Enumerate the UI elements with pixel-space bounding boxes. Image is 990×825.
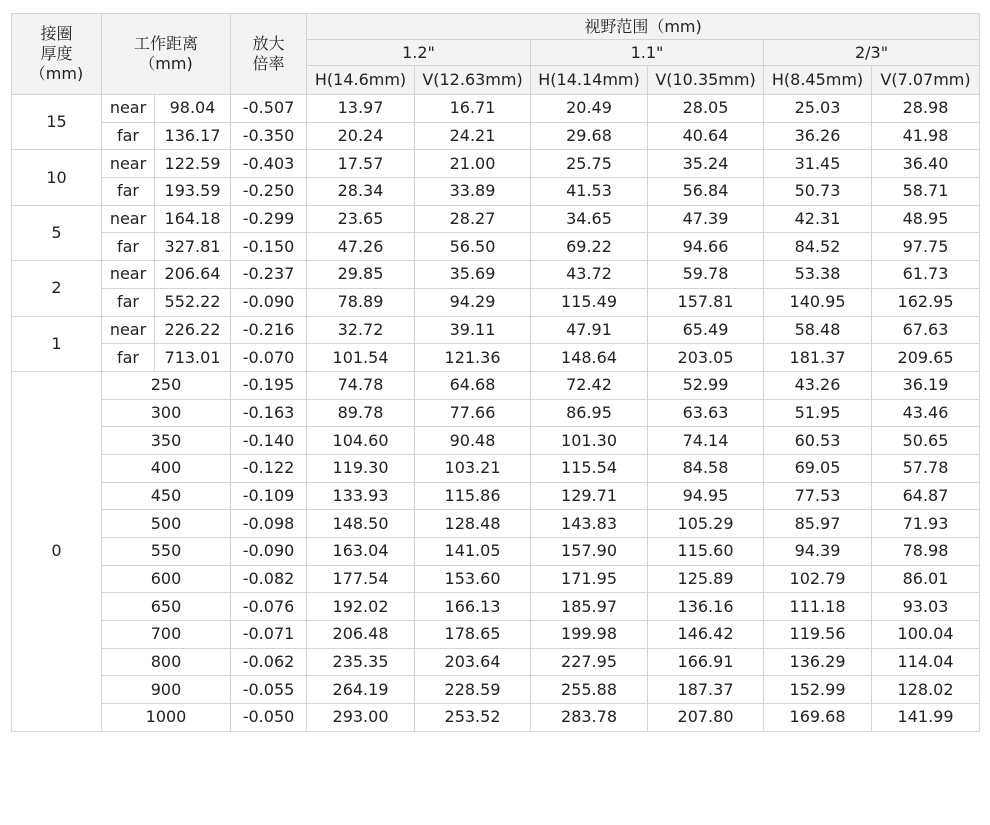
fov-h-header: H(14.14mm) bbox=[531, 66, 648, 95]
fov-value: 185.97 bbox=[531, 593, 648, 621]
working-distance-value: 1000 bbox=[102, 704, 231, 732]
fov-value: 187.37 bbox=[648, 676, 764, 704]
fov-value: 157.90 bbox=[531, 538, 648, 566]
working-distance-value: 98.04 bbox=[155, 95, 231, 123]
magnification-value: -0.122 bbox=[231, 454, 307, 482]
fov-value: 163.04 bbox=[307, 538, 415, 566]
fov-value: 74.14 bbox=[648, 427, 764, 455]
fov-value: 16.71 bbox=[415, 95, 531, 123]
working-distance-value: 450 bbox=[102, 482, 231, 510]
fov-value: 89.78 bbox=[307, 399, 415, 427]
table-row bbox=[12, 676, 980, 704]
near-far-label: far bbox=[102, 178, 155, 206]
fov-value: 253.52 bbox=[415, 704, 531, 732]
table-row bbox=[12, 288, 980, 316]
near-far-label: near bbox=[102, 150, 155, 178]
working-distance-value: 226.22 bbox=[155, 316, 231, 344]
table-row bbox=[12, 205, 980, 233]
fov-value: 177.54 bbox=[307, 565, 415, 593]
working-distance-value: 900 bbox=[102, 676, 231, 704]
fov-value: 29.85 bbox=[307, 261, 415, 289]
fov-value: 157.81 bbox=[648, 288, 764, 316]
fov-value: 104.60 bbox=[307, 427, 415, 455]
magnification-header: 放大 倍率 bbox=[231, 14, 307, 95]
table-row bbox=[12, 621, 980, 649]
fov-value: 166.91 bbox=[648, 648, 764, 676]
fov-value: 39.11 bbox=[415, 316, 531, 344]
fov-v-header: V(12.63mm) bbox=[415, 66, 531, 95]
fov-value: 111.18 bbox=[764, 593, 872, 621]
table-row bbox=[12, 371, 980, 399]
fov-value: 94.95 bbox=[648, 482, 764, 510]
fov-value: 77.66 bbox=[415, 399, 531, 427]
fov-value: 58.48 bbox=[764, 316, 872, 344]
fov-value: 178.65 bbox=[415, 621, 531, 649]
magnification-value: -0.299 bbox=[231, 205, 307, 233]
fov-value: 101.30 bbox=[531, 427, 648, 455]
working-distance-value: 206.64 bbox=[155, 261, 231, 289]
fov-value: 43.26 bbox=[764, 371, 872, 399]
table-row bbox=[12, 316, 980, 344]
fov-value: 20.24 bbox=[307, 122, 415, 150]
sensor-header-1-2: 1.2" bbox=[307, 40, 531, 66]
fov-value: 293.00 bbox=[307, 704, 415, 732]
fov-value: 90.48 bbox=[415, 427, 531, 455]
ring-thickness-cell: 0 bbox=[12, 371, 102, 731]
working-distance-value: 350 bbox=[102, 427, 231, 455]
fov-value: 78.98 bbox=[872, 538, 980, 566]
fov-value: 28.98 bbox=[872, 95, 980, 123]
fov-value: 23.65 bbox=[307, 205, 415, 233]
ring-thickness-header: 接圈 厚度 （mm) bbox=[12, 14, 102, 95]
fov-value: 148.50 bbox=[307, 510, 415, 538]
fov-value: 121.36 bbox=[415, 344, 531, 372]
fov-value: 206.48 bbox=[307, 621, 415, 649]
fov-value: 119.56 bbox=[764, 621, 872, 649]
fov-value: 69.05 bbox=[764, 454, 872, 482]
fov-value: 59.78 bbox=[648, 261, 764, 289]
fov-value: 115.86 bbox=[415, 482, 531, 510]
fov-value: 41.53 bbox=[531, 178, 648, 206]
fov-value: 78.89 bbox=[307, 288, 415, 316]
table-row bbox=[12, 261, 980, 289]
fov-value: 136.16 bbox=[648, 593, 764, 621]
fov-value: 56.50 bbox=[415, 233, 531, 261]
near-far-label: near bbox=[102, 261, 155, 289]
near-far-label: far bbox=[102, 122, 155, 150]
fov-value: 146.42 bbox=[648, 621, 764, 649]
working-distance-value: 400 bbox=[102, 454, 231, 482]
fov-value: 64.68 bbox=[415, 371, 531, 399]
fov-value: 20.49 bbox=[531, 95, 648, 123]
ring-thickness-cell: 1 bbox=[12, 316, 102, 371]
fov-value: 71.93 bbox=[872, 510, 980, 538]
near-far-label: near bbox=[102, 205, 155, 233]
fov-value: 136.29 bbox=[764, 648, 872, 676]
fov-value: 133.93 bbox=[307, 482, 415, 510]
fov-value: 40.64 bbox=[648, 122, 764, 150]
fov-value: 34.65 bbox=[531, 205, 648, 233]
fov-value: 36.26 bbox=[764, 122, 872, 150]
working-distance-value: 713.01 bbox=[155, 344, 231, 372]
ring-thickness-cell: 10 bbox=[12, 150, 102, 205]
magnification-value: -0.076 bbox=[231, 593, 307, 621]
magnification-value: -0.163 bbox=[231, 399, 307, 427]
fov-value: 65.49 bbox=[648, 316, 764, 344]
fov-value: 67.63 bbox=[872, 316, 980, 344]
magnification-value: -0.090 bbox=[231, 288, 307, 316]
fov-value: 141.99 bbox=[872, 704, 980, 732]
ring-thickness-cell: 5 bbox=[12, 205, 102, 260]
magnification-value: -0.082 bbox=[231, 565, 307, 593]
sensor-header-1-1: 1.1" bbox=[531, 40, 764, 66]
fov-value: 102.79 bbox=[764, 565, 872, 593]
magnification-value: -0.195 bbox=[231, 371, 307, 399]
fov-value: 36.40 bbox=[872, 150, 980, 178]
table-row bbox=[12, 427, 980, 455]
fov-value: 101.54 bbox=[307, 344, 415, 372]
table-row bbox=[12, 565, 980, 593]
working-distance-value: 500 bbox=[102, 510, 231, 538]
fov-value: 21.00 bbox=[415, 150, 531, 178]
fov-value: 77.53 bbox=[764, 482, 872, 510]
fov-value: 255.88 bbox=[531, 676, 648, 704]
table-row bbox=[12, 704, 980, 732]
fov-value: 36.19 bbox=[872, 371, 980, 399]
fov-value: 42.31 bbox=[764, 205, 872, 233]
fov-value: 43.46 bbox=[872, 399, 980, 427]
fov-value: 141.05 bbox=[415, 538, 531, 566]
fov-value: 85.97 bbox=[764, 510, 872, 538]
magnification-value: -0.098 bbox=[231, 510, 307, 538]
near-far-label: far bbox=[102, 344, 155, 372]
near-far-label: far bbox=[102, 288, 155, 316]
fov-v-header: V(7.07mm) bbox=[872, 66, 980, 95]
magnification-value: -0.237 bbox=[231, 261, 307, 289]
fov-value: 128.48 bbox=[415, 510, 531, 538]
working-distance-value: 327.81 bbox=[155, 233, 231, 261]
magnification-value: -0.071 bbox=[231, 621, 307, 649]
fov-value: 166.13 bbox=[415, 593, 531, 621]
fov-value: 115.54 bbox=[531, 454, 648, 482]
fov-value: 60.53 bbox=[764, 427, 872, 455]
fov-value: 203.05 bbox=[648, 344, 764, 372]
magnification-value: -0.050 bbox=[231, 704, 307, 732]
fov-value: 47.26 bbox=[307, 233, 415, 261]
fov-value: 162.95 bbox=[872, 288, 980, 316]
fov-value: 119.30 bbox=[307, 454, 415, 482]
sensor-header-2-3: 2/3" bbox=[764, 40, 980, 66]
table-row bbox=[12, 482, 980, 510]
fov-value: 57.78 bbox=[872, 454, 980, 482]
magnification-value: -0.150 bbox=[231, 233, 307, 261]
near-far-label: near bbox=[102, 316, 155, 344]
table-row bbox=[12, 538, 980, 566]
working-distance-value: 700 bbox=[102, 621, 231, 649]
fov-value: 28.27 bbox=[415, 205, 531, 233]
fov-value: 33.89 bbox=[415, 178, 531, 206]
fov-value: 125.89 bbox=[648, 565, 764, 593]
field-of-view-header: 视野范围（mm) bbox=[307, 14, 980, 40]
fov-value: 283.78 bbox=[531, 704, 648, 732]
fov-value: 28.34 bbox=[307, 178, 415, 206]
fov-value: 25.75 bbox=[531, 150, 648, 178]
fov-value: 114.04 bbox=[872, 648, 980, 676]
fov-value: 53.38 bbox=[764, 261, 872, 289]
magnification-value: -0.055 bbox=[231, 676, 307, 704]
fov-value: 86.01 bbox=[872, 565, 980, 593]
table-row bbox=[12, 95, 980, 123]
table-header bbox=[12, 14, 980, 95]
near-far-label: far bbox=[102, 233, 155, 261]
fov-value: 84.58 bbox=[648, 454, 764, 482]
table-row bbox=[12, 178, 980, 206]
magnification-value: -0.140 bbox=[231, 427, 307, 455]
magnification-value: -0.350 bbox=[231, 122, 307, 150]
fov-value: 17.57 bbox=[307, 150, 415, 178]
fov-value: 64.87 bbox=[872, 482, 980, 510]
fov-value: 169.68 bbox=[764, 704, 872, 732]
working-distance-value: 800 bbox=[102, 648, 231, 676]
fov-value: 50.73 bbox=[764, 178, 872, 206]
magnification-value: -0.070 bbox=[231, 344, 307, 372]
fov-value: 100.04 bbox=[872, 621, 980, 649]
fov-value: 199.98 bbox=[531, 621, 648, 649]
fov-value: 13.97 bbox=[307, 95, 415, 123]
working-distance-value: 193.59 bbox=[155, 178, 231, 206]
working-distance-value: 300 bbox=[102, 399, 231, 427]
fov-value: 235.35 bbox=[307, 648, 415, 676]
fov-value: 143.83 bbox=[531, 510, 648, 538]
fov-value: 94.29 bbox=[415, 288, 531, 316]
fov-value: 97.75 bbox=[872, 233, 980, 261]
fov-value: 47.39 bbox=[648, 205, 764, 233]
fov-value: 41.98 bbox=[872, 122, 980, 150]
working-distance-value: 136.17 bbox=[155, 122, 231, 150]
magnification-value: -0.216 bbox=[231, 316, 307, 344]
working-distance-value: 164.18 bbox=[155, 205, 231, 233]
fov-value: 50.65 bbox=[872, 427, 980, 455]
fov-value: 43.72 bbox=[531, 261, 648, 289]
ring-thickness-cell: 2 bbox=[12, 261, 102, 316]
magnification-value: -0.250 bbox=[231, 178, 307, 206]
table-row bbox=[12, 122, 980, 150]
fov-value: 35.24 bbox=[648, 150, 764, 178]
fov-value: 47.91 bbox=[531, 316, 648, 344]
table-row bbox=[12, 593, 980, 621]
fov-value: 264.19 bbox=[307, 676, 415, 704]
fov-value: 140.95 bbox=[764, 288, 872, 316]
fov-value: 181.37 bbox=[764, 344, 872, 372]
spec-table bbox=[11, 13, 980, 732]
fov-value: 48.95 bbox=[872, 205, 980, 233]
magnification-value: -0.403 bbox=[231, 150, 307, 178]
fov-value: 103.21 bbox=[415, 454, 531, 482]
fov-value: 105.29 bbox=[648, 510, 764, 538]
fov-value: 153.60 bbox=[415, 565, 531, 593]
working-distance-value: 122.59 bbox=[155, 150, 231, 178]
table-body bbox=[12, 95, 980, 732]
fov-value: 25.03 bbox=[764, 95, 872, 123]
fov-value: 86.95 bbox=[531, 399, 648, 427]
fov-value: 74.78 bbox=[307, 371, 415, 399]
fov-value: 52.99 bbox=[648, 371, 764, 399]
working-distance-value: 550 bbox=[102, 538, 231, 566]
fov-value: 24.21 bbox=[415, 122, 531, 150]
fov-value: 29.68 bbox=[531, 122, 648, 150]
table-row bbox=[12, 648, 980, 676]
fov-value: 94.66 bbox=[648, 233, 764, 261]
table-row bbox=[12, 454, 980, 482]
fov-value: 227.95 bbox=[531, 648, 648, 676]
fov-value: 207.80 bbox=[648, 704, 764, 732]
fov-value: 129.71 bbox=[531, 482, 648, 510]
working-distance-header: 工作距离 （mm) bbox=[102, 14, 231, 95]
near-far-label: near bbox=[102, 95, 155, 123]
table-row bbox=[12, 233, 980, 261]
table-row bbox=[12, 344, 980, 372]
fov-h-header: H(14.6mm) bbox=[307, 66, 415, 95]
fov-value: 63.63 bbox=[648, 399, 764, 427]
working-distance-value: 552.22 bbox=[155, 288, 231, 316]
fov-value: 72.42 bbox=[531, 371, 648, 399]
fov-value: 31.45 bbox=[764, 150, 872, 178]
magnification-value: -0.062 bbox=[231, 648, 307, 676]
magnification-value: -0.090 bbox=[231, 538, 307, 566]
fov-value: 148.64 bbox=[531, 344, 648, 372]
magnification-value: -0.507 bbox=[231, 95, 307, 123]
working-distance-value: 250 bbox=[102, 371, 231, 399]
fov-value: 69.22 bbox=[531, 233, 648, 261]
fov-value: 61.73 bbox=[872, 261, 980, 289]
ring-thickness-cell: 15 bbox=[12, 95, 102, 150]
fov-value: 128.02 bbox=[872, 676, 980, 704]
table-row bbox=[12, 510, 980, 538]
fov-value: 203.64 bbox=[415, 648, 531, 676]
working-distance-value: 600 bbox=[102, 565, 231, 593]
fov-value: 84.52 bbox=[764, 233, 872, 261]
fov-value: 115.49 bbox=[531, 288, 648, 316]
fov-value: 35.69 bbox=[415, 261, 531, 289]
fov-value: 94.39 bbox=[764, 538, 872, 566]
fov-value: 93.03 bbox=[872, 593, 980, 621]
fov-value: 192.02 bbox=[307, 593, 415, 621]
fov-value: 28.05 bbox=[648, 95, 764, 123]
fov-value: 171.95 bbox=[531, 565, 648, 593]
fov-v-header: V(10.35mm) bbox=[648, 66, 764, 95]
working-distance-value: 650 bbox=[102, 593, 231, 621]
table-row bbox=[12, 150, 980, 178]
fov-value: 209.65 bbox=[872, 344, 980, 372]
fov-value: 228.59 bbox=[415, 676, 531, 704]
magnification-value: -0.109 bbox=[231, 482, 307, 510]
fov-h-header: H(8.45mm) bbox=[764, 66, 872, 95]
fov-value: 115.60 bbox=[648, 538, 764, 566]
fov-value: 32.72 bbox=[307, 316, 415, 344]
fov-value: 56.84 bbox=[648, 178, 764, 206]
fov-value: 58.71 bbox=[872, 178, 980, 206]
table-row bbox=[12, 399, 980, 427]
fov-value: 152.99 bbox=[764, 676, 872, 704]
fov-value: 51.95 bbox=[764, 399, 872, 427]
